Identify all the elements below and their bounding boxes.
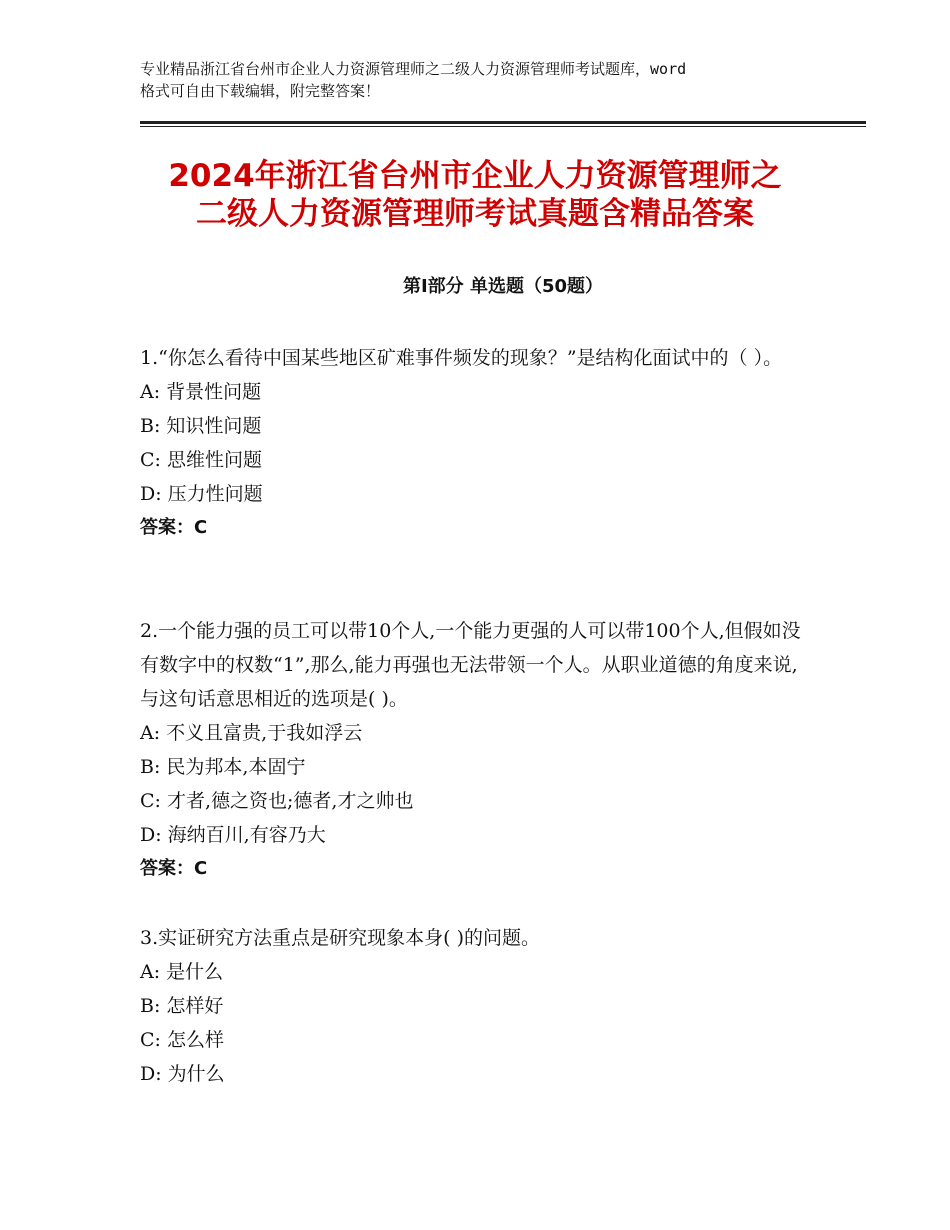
option-c: C: 怎么样 xyxy=(140,1029,224,1051)
option-b: B: 民为邦本,本固宁 xyxy=(140,756,306,778)
section-title: 第Ⅰ部分 单选题（50题） xyxy=(402,276,603,297)
option-b: B: 怎样好 xyxy=(140,995,224,1017)
option-d: D: 压力性问题 xyxy=(140,483,263,505)
answer: 答案：C xyxy=(140,858,208,879)
question-1 xyxy=(140,341,810,545)
option-a: A: 不义且富贵,于我如浮云 xyxy=(140,722,363,744)
header-note: 专业精品浙江省台州市企业人力资源管理师之二级人力资源管理师考试题库，word 格式可自由下载编辑，附完整答案！ xyxy=(140,60,687,100)
option-c: C: 思维性问题 xyxy=(140,449,262,471)
option-d: D: 为什么 xyxy=(140,1063,225,1085)
option-c: C: 才者,德之资也;德者,才之帅也 xyxy=(140,790,414,812)
document-title xyxy=(100,157,850,233)
document-title-text: 2024年浙江省台州市企业人力资源管理师之 二级人力资源管理师考试真题含精品答案 xyxy=(168,158,782,232)
question-2 xyxy=(140,614,810,886)
question-stem: 2.一个能力强的员工可以带10个人,一个能力更强的人可以带100个人,但假如没有数字中的权数“1”,那么,能力再强也无法带领一个人。从职业道德的角度来说,与这句话意思相近的选项是( )。 xyxy=(140,620,801,710)
header-divider-thick xyxy=(140,121,866,124)
option-a: A: 背景性问题 xyxy=(140,381,262,403)
answer: 答案：C xyxy=(140,517,208,538)
option-d: D: 海纳百川,有容乃大 xyxy=(140,824,326,846)
option-a: A: 是什么 xyxy=(140,961,224,983)
question-stem: 1.“你怎么看待中国某些地区矿难事件频发的现象？”是结构化面试中的（ ）。 xyxy=(140,347,783,369)
question-3 xyxy=(140,921,810,1091)
option-b: B: 知识性问题 xyxy=(140,415,262,437)
question-stem: 3.实证研究方法重点是研究现象本身( )的问题。 xyxy=(140,927,540,949)
header-divider-thin xyxy=(140,126,866,127)
